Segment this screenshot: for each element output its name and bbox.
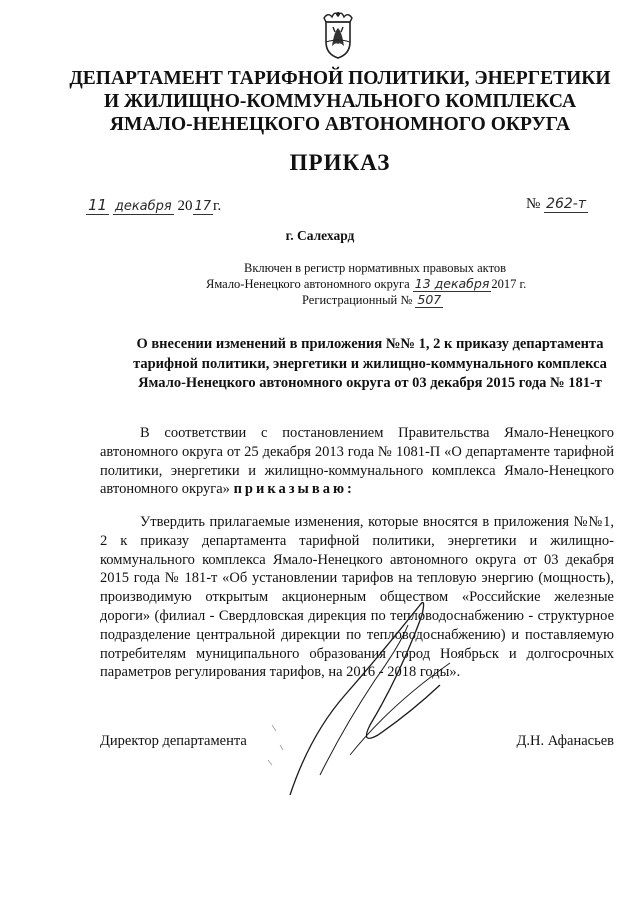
registration-number-handwritten: 507 (417, 292, 442, 307)
department-name-line-2: И ЖИЛИЩНО-КОММУНАЛЬНОГО КОМПЛЕКСА (103, 91, 577, 112)
order-subject (110, 335, 630, 394)
registration-number-label: Регистрационный № (302, 293, 413, 307)
registration-line-3 (302, 292, 443, 308)
city-name: г. Салехард (285, 228, 355, 243)
registration-line-2-prefix: Ямало-Ненецкого автономного округа (206, 277, 410, 291)
subject-line-2: тарифной политики, энергетики и жилищно-коммунального комплекса (133, 355, 607, 372)
number-handwritten: 262-т (546, 196, 586, 212)
preamble-text: В соответствии с постановлением Правительства Ямало-Ненецкого автономного округа от 25 декабря 2013 года № 1081-П «О департаменте тарифной политики, энергетики и жилищно-коммунального комплекса Ямало-Ненецкого автономного округа» (100, 425, 614, 498)
registration-line-2 (206, 276, 526, 292)
subject-line-3: Ямало-Ненецкого автономного округа от 03 декабря 2015 года № 181-т (138, 375, 602, 391)
document-type-title: ПРИКАЗ (289, 150, 391, 175)
date-year-suffix: г. (213, 198, 222, 214)
date-year-handwritten: 17 (194, 199, 212, 214)
department-name-line-1: ДЕПАРТАМЕНТ ТАРИФНОЙ ПОЛИТИКИ, ЭНЕРГЕТИКИ (69, 68, 611, 89)
order-word: приказываю: (233, 481, 355, 498)
date-month-handwritten: декабря (114, 199, 172, 214)
order-body-paragraph: Утвердить прилагаемые изменения, которые вносятся в приложения №№1, 2 к приказу департамента тарифной политики, энергетики и жилищно-коммунального комплекса Ямало-Ненецкого автономного округа от 03 декабря 2015 года № 181-т «Об установлении тарифов на тепловую энергию (мощность), производимую открытым акционерным обществом «Российские железные дороги» (филиал - Свердловская дирекция по тепловодоснабжению - структурное подразделение центральной дирекции по тепловодоснабжению) и поставляемую потребителям муниципального образования город Ноябрьск и долгосрочных параметров регулирования тарифов, на 2016 - 2018 годы». (100, 514, 614, 681)
date-day-handwritten: 11 (88, 196, 108, 214)
signatory-name: Д.Н. Афанасьев (516, 733, 614, 749)
department-name-line-3: ЯМАЛО-НЕНЕЦКОГО АВТОНОМНОГО ОКРУГА (109, 114, 571, 135)
order-number (526, 196, 588, 213)
date-year-prefix: 20 (177, 198, 193, 214)
registration-date-handwritten: 13 декабря (414, 276, 490, 291)
subject-line-1: О внесении изменений в приложения №№ 1, 2 к приказу департамента (136, 336, 604, 352)
registration-year: 2017 г. (491, 277, 527, 291)
handwritten-signature (250, 585, 480, 805)
preamble-paragraph (100, 424, 614, 499)
number-prefix: № (526, 196, 541, 212)
coat-of-arms-icon (318, 8, 358, 60)
signatory-position: Директор департамента (100, 733, 247, 749)
order-date (86, 196, 221, 215)
registration-line-1: Включен в регистр нормативных правовых актов (244, 261, 507, 275)
